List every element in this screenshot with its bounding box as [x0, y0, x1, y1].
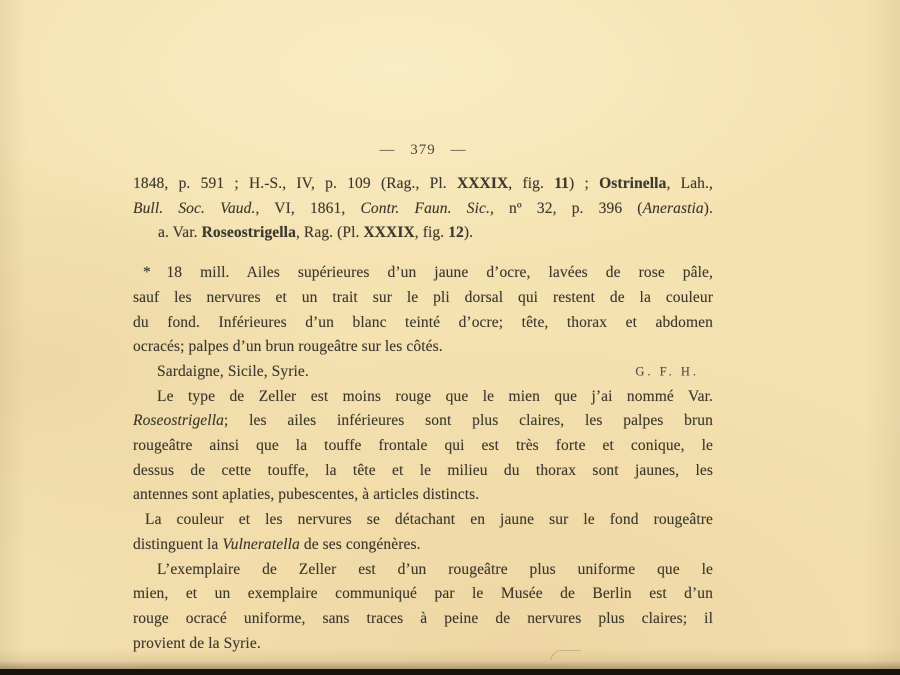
paragraph-gap: [133, 246, 713, 261]
reference-line-2: [133, 197, 713, 222]
note-line: [133, 409, 713, 434]
scan-bottom-bar: [0, 669, 900, 675]
text-segment: ocracés; palpes d’un brun rougeâtre sur les côtés.: [133, 338, 443, 356]
text-segment: distinguent la: [133, 535, 223, 553]
note-line: [133, 385, 713, 410]
text-segment: ).: [703, 199, 714, 217]
text-segment: Le type de Zeller est moins rouge que le mien que j’ai nommé Var.: [157, 387, 713, 405]
text-segment: L’exemplaire de Zeller est d’un rougeâtre plus uniforme que le: [157, 560, 713, 578]
text-segment: 12: [448, 224, 464, 242]
description-line: [133, 335, 713, 360]
note-line: [133, 558, 713, 583]
note-line: [133, 607, 713, 632]
scan-edge-shadow: [0, 661, 900, 669]
pencil-mark: [550, 650, 581, 660]
text-segment: , nº 32, p. 396 (: [489, 199, 643, 217]
text-segment: du fond. Inférieures d’un blanc teinté d’ocre; tête, thorax et abdomen: [133, 313, 713, 331]
reference-line-1: [133, 172, 713, 197]
text-segment: , Lah.,: [666, 175, 713, 192]
text-segment: , Rag. (Pl.: [295, 224, 364, 242]
note-line: [133, 582, 713, 607]
text-segment: ).: [463, 224, 474, 242]
description-line: [133, 261, 713, 286]
description-line: [133, 286, 713, 311]
description-line: [133, 311, 713, 336]
text-segment: sauf les nervures et un trait sur le pli dorsal qui restent de la couleur: [133, 288, 713, 306]
text-segment: antennes sont aplaties, pubescentes, à articles distincts.: [133, 486, 480, 504]
text-segment: de ses congénères.: [299, 535, 421, 553]
text-segment: La couleur et les nervures se détachant en jaune sur le fond rougeâtre: [145, 511, 713, 529]
page-content: [133, 140, 713, 656]
text-segment: 11: [554, 175, 570, 192]
text-segment: XXXIX: [363, 224, 415, 242]
text-segment: Roseostrigella: [133, 412, 224, 430]
text-segment: provient de la Syrie.: [133, 634, 261, 652]
text-segment: mien, et un exemplaire communiqué par le Musée de Berlin est d’un: [133, 585, 713, 603]
text-segment: ) ;: [569, 175, 600, 192]
note-line: [133, 483, 713, 508]
page-number: — 379 —: [379, 142, 467, 158]
note-line: [133, 533, 713, 558]
text-segment: Vulneratella: [222, 535, 300, 553]
text-segment: XXXIX: [456, 175, 509, 192]
text-segment: *: [143, 264, 167, 282]
note-line: [133, 632, 713, 657]
note-line: [133, 508, 713, 533]
text-segment: Sardaigne, Sicile, Syrie.: [157, 362, 309, 380]
text-segment: , fig.: [414, 224, 449, 242]
text-segment: Anerastia: [642, 199, 704, 217]
text-segment: rougeâtre ainsi que la touffe frontale qui est très forte et conique, le: [133, 437, 713, 455]
attribution: G. F. H.: [635, 364, 699, 379]
text-segment: 18 mill. Ailes supérieures d’un jaune d’ocre, lavées de rose pâle,: [166, 264, 713, 282]
text-segment: Contr. Faun. Sic.: [360, 199, 490, 217]
text-segment: Ostrinella: [599, 175, 667, 192]
variety-line: [133, 221, 713, 246]
text-block: [133, 172, 713, 656]
note-line: [133, 459, 713, 484]
text-segment: ; les ailes inférieures sont plus claires, les palpes brun: [223, 412, 713, 430]
note-line: [133, 434, 713, 459]
text-segment: rouge ocracé uniforme, sans traces à peine de nervures plus claires; il: [133, 609, 713, 627]
text-segment: , fig.: [508, 175, 555, 192]
text-segment: a. Var.: [158, 224, 202, 242]
text-segment: dessus de cette touffe, la tête et le milieu du thorax sont jaunes, les: [133, 461, 713, 479]
text-segment: Bull. Soc. Vaud.: [133, 199, 256, 217]
text-segment: , VI, 1861,: [255, 199, 361, 217]
locality-line: [133, 360, 713, 385]
text-segment: 1848, p. 591 ; H.-S., IV, p. 109 (Rag., Pl.: [133, 175, 457, 192]
text-segment: Roseostrigella: [201, 224, 296, 242]
